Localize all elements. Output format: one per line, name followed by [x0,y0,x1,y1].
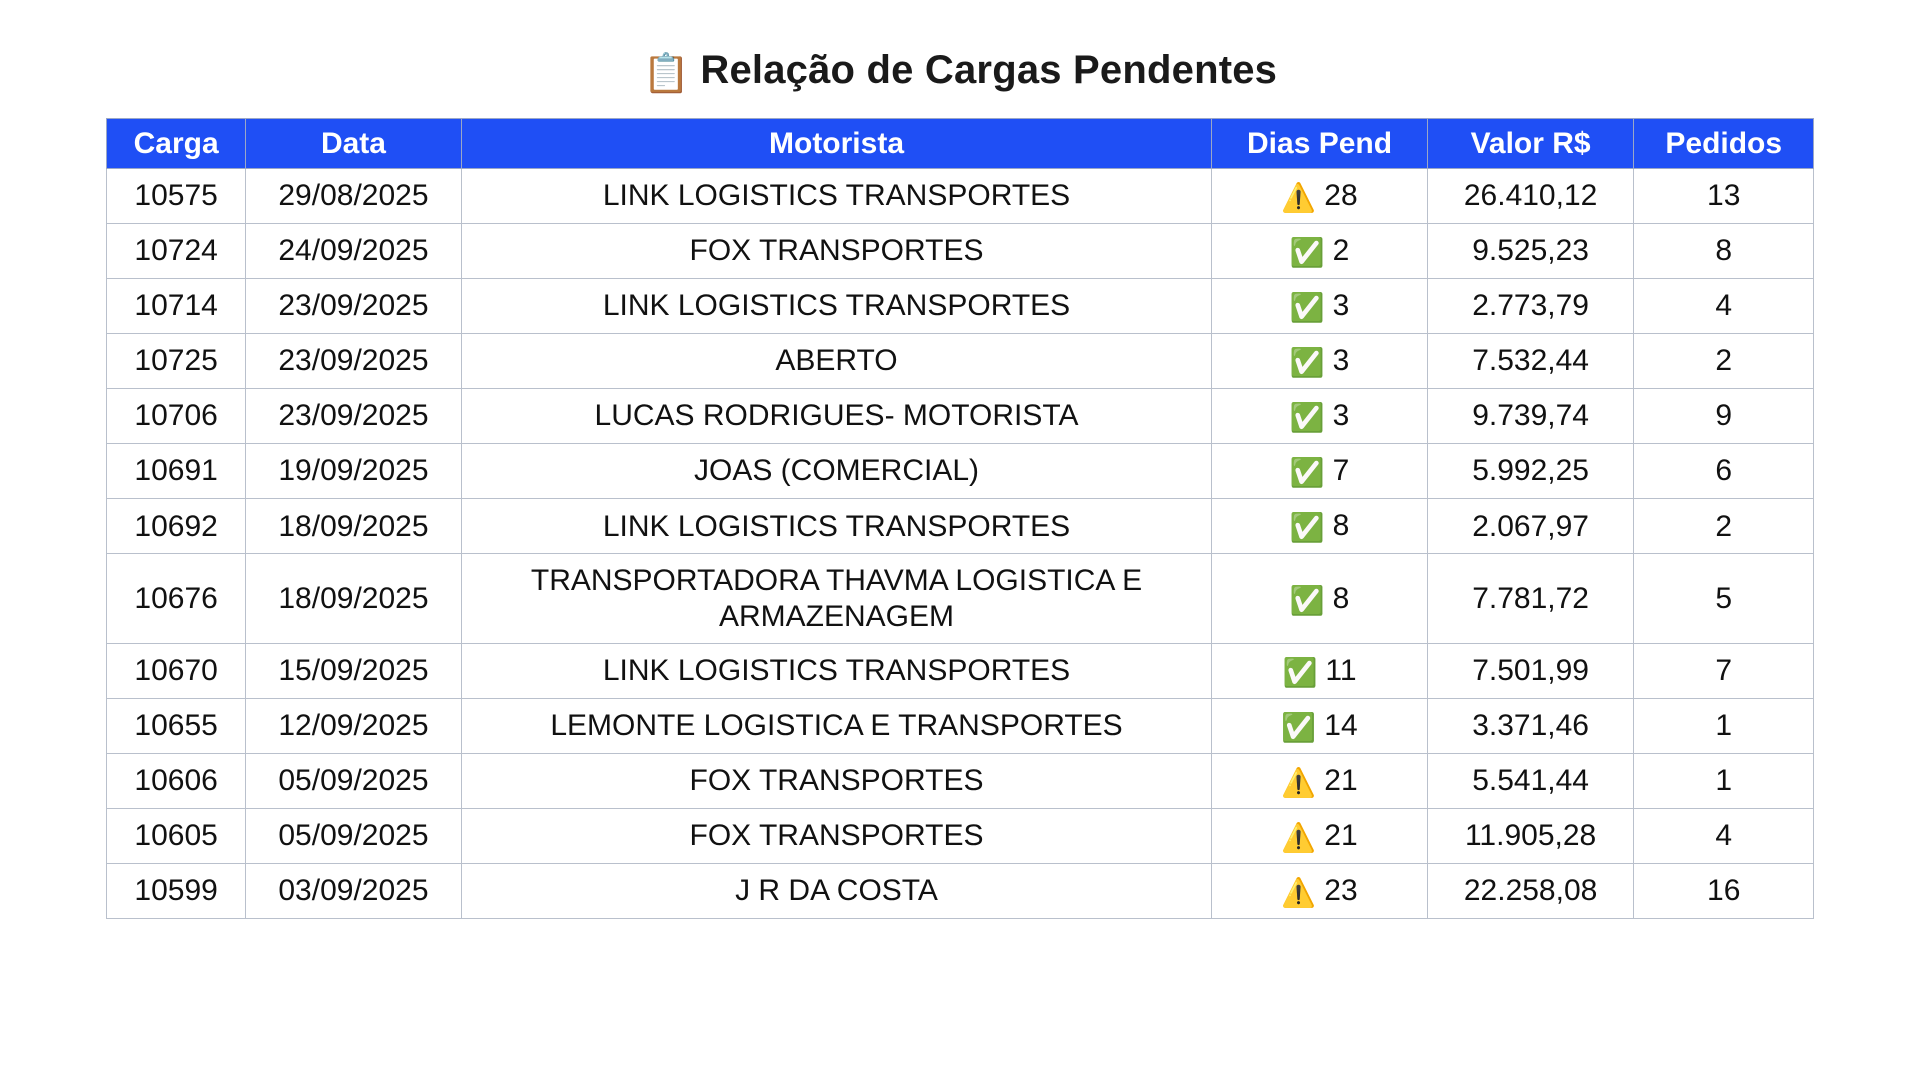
cell-motorista: FOX TRANSPORTES [461,809,1212,864]
cell-data: 23/09/2025 [246,334,461,389]
table-row[interactable] [107,334,1814,389]
cell-carga: 10599 [107,864,246,919]
cell-data: 18/09/2025 [246,554,461,644]
cell-valor: 9.739,74 [1427,389,1634,444]
cell-dias-pend [1212,224,1427,279]
cell-valor: 7.532,44 [1427,334,1634,389]
table-row[interactable] [107,809,1814,864]
cell-motorista: LINK LOGISTICS TRANSPORTES [461,644,1212,699]
cell-data: 05/09/2025 [246,754,461,809]
cell-dias-pend [1212,169,1427,224]
table-row[interactable] [107,699,1814,754]
cell-dias-pend [1212,499,1427,554]
cell-data: 24/09/2025 [246,224,461,279]
cell-data: 23/09/2025 [246,279,461,334]
cell-carga: 10724 [107,224,246,279]
cell-pedidos: 4 [1634,279,1814,334]
cell-motorista: LEMONTE LOGISTICA E TRANSPORTES [461,699,1212,754]
table-container [106,118,1814,919]
table-row[interactable] [107,864,1814,919]
cell-data: 05/09/2025 [246,809,461,864]
column-header-pedidos[interactable]: Pedidos [1634,119,1814,169]
table-body [107,169,1814,919]
cell-carga: 10691 [107,444,246,499]
table-row[interactable] [107,644,1814,699]
warning-icon: ⚠️ [1281,877,1317,909]
cell-dias-pend [1212,444,1427,499]
cell-motorista: FOX TRANSPORTES [461,224,1212,279]
cell-dias-pend [1212,699,1427,754]
cell-pedidos: 7 [1634,644,1814,699]
cell-motorista: LINK LOGISTICS TRANSPORTES [461,169,1212,224]
cell-carga: 10655 [107,699,246,754]
cell-carga: 10670 [107,644,246,699]
page-title-text: Relação de Cargas Pendentes [700,48,1278,92]
cell-valor: 2.067,97 [1427,499,1634,554]
column-header-data[interactable]: Data [246,119,461,169]
cell-valor: 11.905,28 [1427,809,1634,864]
check-icon: ✅ [1289,512,1325,544]
cell-carga: 10676 [107,554,246,644]
cell-pedidos: 2 [1634,334,1814,389]
cell-data: 19/09/2025 [246,444,461,499]
cell-dias-pend [1212,864,1427,919]
cell-data: 03/09/2025 [246,864,461,919]
check-icon: ✅ [1289,347,1325,379]
cell-motorista: ABERTO [461,334,1212,389]
dias-value: 21 [1324,819,1358,853]
cell-dias-pend [1212,279,1427,334]
cell-motorista: JOAS (COMERCIAL) [461,444,1212,499]
cell-dias-pend [1212,389,1427,444]
check-icon: ✅ [1281,712,1317,744]
cell-pedidos: 8 [1634,224,1814,279]
cell-pedidos: 2 [1634,499,1814,554]
page-title [0,48,1920,96]
cell-valor: 22.258,08 [1427,864,1634,919]
cell-carga: 10714 [107,279,246,334]
cell-carga: 10605 [107,809,246,864]
column-header-dias-pend[interactable]: Dias Pend [1212,119,1427,169]
dias-value: 28 [1324,179,1358,212]
dias-value: 2 [1332,234,1350,268]
cell-pedidos: 1 [1634,754,1814,809]
cargas-table [106,118,1814,919]
table-row[interactable] [107,754,1814,809]
warning-icon: ⚠️ [1281,182,1317,213]
table-row[interactable] [107,279,1814,334]
warning-icon: ⚠️ [1281,822,1317,854]
cell-carga: 10575 [107,169,246,224]
table-row[interactable] [107,444,1814,499]
table-row[interactable] [107,224,1814,279]
check-icon: ✅ [1289,292,1325,324]
cell-data: 15/09/2025 [246,644,461,699]
cell-valor: 5.992,25 [1427,444,1634,499]
dias-value: 7 [1332,454,1350,488]
cell-dias-pend [1212,334,1427,389]
cell-valor: 3.371,46 [1427,699,1634,754]
cell-valor: 5.541,44 [1427,754,1634,809]
cell-motorista: FOX TRANSPORTES [461,754,1212,809]
cell-motorista: J R DA COSTA [461,864,1212,919]
cell-carga: 10692 [107,499,246,554]
cell-valor: 9.525,23 [1427,224,1634,279]
cell-carga: 10606 [107,754,246,809]
cell-motorista: LINK LOGISTICS TRANSPORTES [461,499,1212,554]
table-header-row [107,119,1814,169]
cell-motorista: LINK LOGISTICS TRANSPORTES [461,279,1212,334]
dias-value: 11 [1325,654,1357,687]
cell-carga: 10725 [107,334,246,389]
cell-dias-pend [1212,809,1427,864]
dias-value: 21 [1324,764,1358,798]
cell-pedidos: 6 [1634,444,1814,499]
cell-dias-pend [1212,644,1427,699]
cell-data: 18/09/2025 [246,499,461,554]
cell-data: 23/09/2025 [246,389,461,444]
dias-value: 3 [1332,344,1350,378]
check-icon: ✅ [1289,584,1325,616]
check-icon: ✅ [1289,402,1325,434]
column-header-motorista[interactable]: Motorista [461,119,1212,169]
cell-carga: 10706 [107,389,246,444]
table-row[interactable] [107,389,1814,444]
check-icon: ✅ [1289,457,1325,489]
cell-dias-pend [1212,754,1427,809]
check-icon: ✅ [1282,657,1318,688]
clipboard-icon: 📋 [642,53,691,95]
dias-value: 14 [1324,709,1358,743]
cell-valor: 2.773,79 [1427,279,1634,334]
document-page [0,48,1920,1080]
cell-pedidos: 9 [1634,389,1814,444]
cell-valor: 7.781,72 [1427,554,1634,644]
cell-data: 29/08/2025 [246,169,461,224]
table-row[interactable] [107,169,1814,224]
dias-value: 3 [1332,399,1350,433]
dias-value: 23 [1324,874,1358,908]
check-icon: ✅ [1289,237,1325,269]
cell-dias-pend [1212,554,1427,644]
cell-valor: 26.410,12 [1427,169,1634,224]
column-header-carga[interactable]: Carga [107,119,246,169]
cell-motorista: LUCAS RODRIGUES- MOTORISTA [461,389,1212,444]
table-row[interactable] [107,499,1814,554]
cell-motorista: TRANSPORTADORA THAVMA LOGISTICA E ARMAZENAGEM [461,554,1212,644]
column-header-valor[interactable]: Valor R$ [1427,119,1634,169]
cell-pedidos: 16 [1634,864,1814,919]
dias-value: 3 [1332,289,1350,323]
cell-pedidos: 4 [1634,809,1814,864]
table-row[interactable] [107,554,1814,644]
dias-value: 8 [1332,581,1350,615]
dias-value: 8 [1332,509,1350,543]
cell-data: 12/09/2025 [246,699,461,754]
cell-pedidos: 1 [1634,699,1814,754]
warning-icon: ⚠️ [1281,767,1317,799]
cell-pedidos: 13 [1634,169,1814,224]
cell-pedidos: 5 [1634,554,1814,644]
cell-valor: 7.501,99 [1427,644,1634,699]
